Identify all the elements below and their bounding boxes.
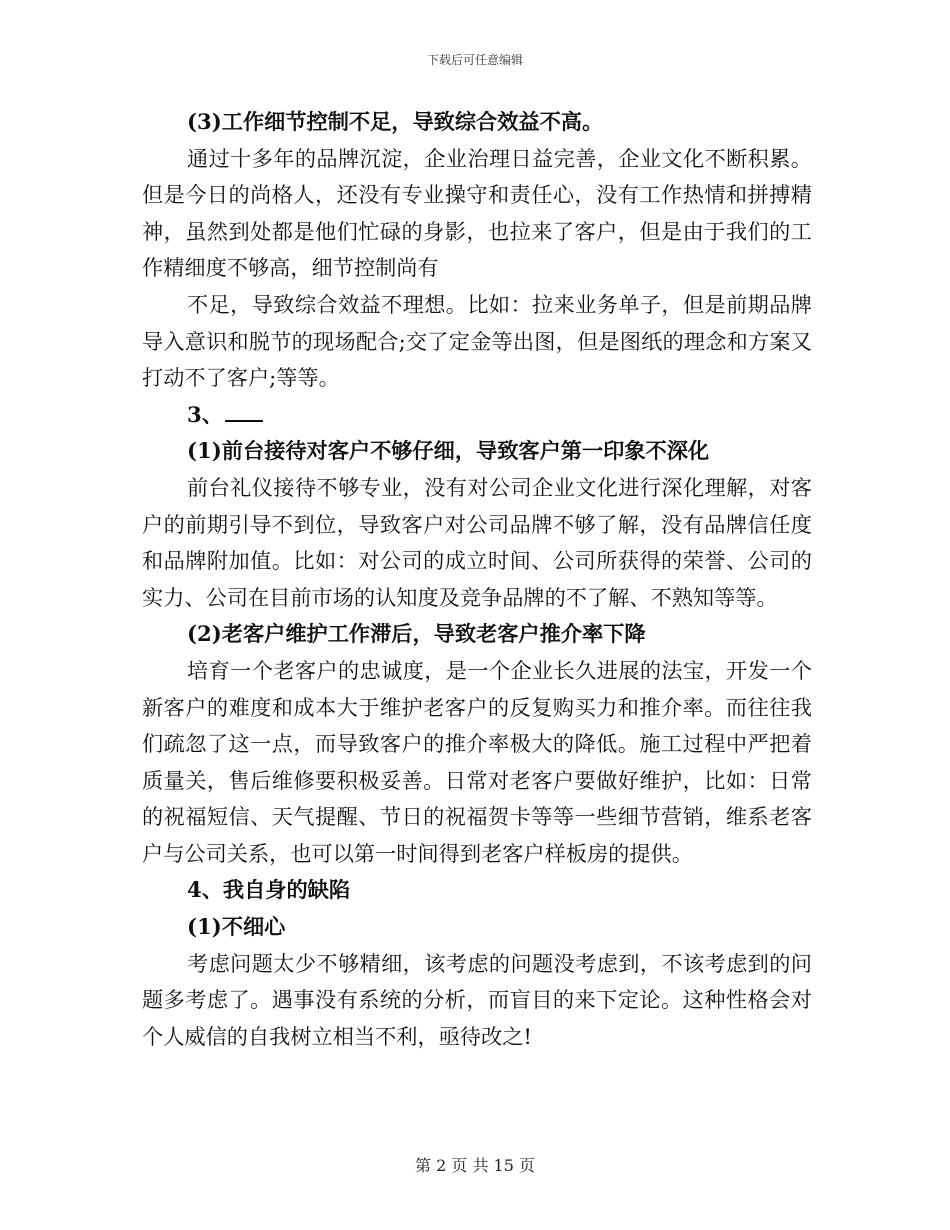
section-number: 3、	[187, 401, 223, 427]
section-heading: (3)工作细节控制不足，导致综合效益不高。	[187, 109, 604, 134]
section-heading-numbered	[142, 397, 812, 434]
section-heading: (1)前台接待对客户不够仔细，导致客户第一印象不深化	[187, 438, 710, 464]
section-heading: (1)不细心	[187, 914, 286, 940]
body-paragraph: 不足，导致综合效益不理想。比如：拉来业务单子，但是前期品牌导入意识和脱节的现场配合;交了定金等出图，但是图纸的理念和方案又打动不了客户;等等。	[142, 291, 812, 391]
body-paragraph: 通过十多年的品牌沉淀，企业治理日益完善，企业文化不断积累。但是今日的尚格人，还没有专业操守和责任心，没有工作热情和拼搏精神，虽然到处都是他们忙碌的身影，也拉来了客户，但是由于我们的工作精细度不够高，细节控制尚有	[142, 145, 812, 281]
body-paragraph: 考虑问题太少不够精细，该考虑的问题没考虑到，不该考虑到的问题多考虑了。遇事没有系统的分析，而盲目的来下定论。这种性格会对个人威信的自我树立相当不利，亟待改之!	[142, 950, 812, 1049]
section-heading: 4、我自身的缺陷	[187, 877, 351, 903]
blank-underline	[225, 402, 263, 422]
body-paragraph: 培育一个老客户的忠诚度，是一个企业长久进展的法宝，开发一个新客户的难度和成本大于维护老客户的反复购买力和推介率。而往往我们疏忽了这一点，而导致客户的推介率极大的降低。施工过程中严把着质量关，售后维修要积极妥善。日常对老客户要做好维护，比如：日常的祝福短信、天气提醒、节日的祝福贺卡等等一些细节营销，维系老客户与公司关系，也可以第一时间得到老客户样板房的提供。	[142, 657, 812, 866]
document-body	[142, 104, 812, 1055]
body-paragraph: 前台礼仪接待不够专业，没有对公司企业文化进行深化理解，对客户的前期引导不到位，导致客户对公司品牌不够了解，没有品牌信任度和品牌附加值。比如：对公司的成立时间、公司所获得的荣誉、公司的实力、公司在目前市场的认知度及竞争品牌的不了解、不熟知等等。	[142, 474, 812, 610]
page-footer: 第 2 页 共 15 页	[415, 1156, 535, 1175]
page-header: 下载后可任意编辑	[426, 53, 523, 67]
section-heading: (2)老客户维护工作滞后，导致老客户推介率下降	[187, 621, 646, 647]
